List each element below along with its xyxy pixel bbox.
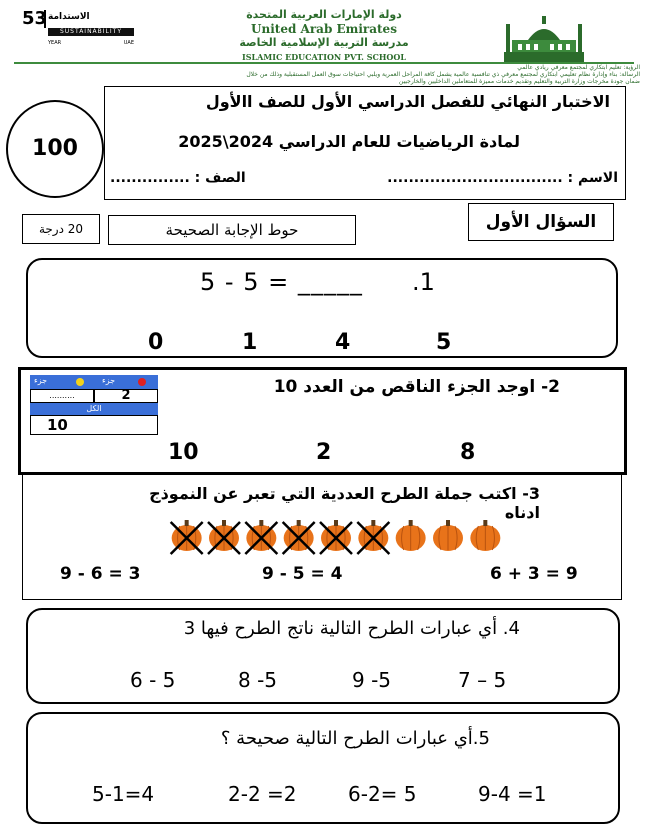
school-name-ar-country: دولة الإمارات العربية المتحدة bbox=[246, 8, 402, 21]
q3-option[interactable]: 9 - 5 = 4 bbox=[262, 564, 343, 584]
student-class-field[interactable]: الصف : ............... bbox=[110, 170, 246, 186]
student-name-field[interactable]: الاسم : ................................. bbox=[387, 170, 618, 186]
vision-line-2: الرسالة: بناء وإدارة نظام تعليمي ابتكاري لمجتمع معرفي ذي تنافسية عالمية يشمل كافة المراحل العمرية ويلبي احتياجات سوق العمل المستقبلية وذلك من خلال bbox=[246, 71, 640, 78]
q2-option[interactable]: 8 bbox=[460, 440, 476, 465]
pumpkin-model bbox=[168, 514, 504, 556]
whole-label: الكل bbox=[30, 403, 158, 415]
q3-option[interactable]: 6 + 3 = 9 bbox=[490, 564, 578, 584]
vision-line-3: ضمان جودة مخرجات وزارة التربية والتعليم وتقديم خدمات مميزة للمتعاملين الداخليين والخارجيين bbox=[398, 78, 640, 85]
logo-number: 53 bbox=[22, 8, 48, 29]
crossed-pumpkin-icon bbox=[245, 520, 277, 554]
mosque-logo-icon bbox=[498, 14, 590, 64]
part-label-a: جزء bbox=[34, 376, 48, 385]
q5-option[interactable]: 6-2= 5 bbox=[348, 782, 417, 806]
q1-option[interactable]: 0 bbox=[148, 330, 164, 355]
q1-option[interactable]: 5 bbox=[436, 330, 452, 355]
question-3-text: 3- اكتب جملة الطرح العددية التي تعبر عن النموذج ادناه bbox=[149, 484, 540, 522]
question-2-text: 2- اوجد الجزء الناقص من العدد 10 bbox=[273, 377, 560, 397]
logo-small-text bbox=[48, 40, 134, 46]
question-4-text: 4. أي عبارات الطرح التالية ناتج الطرح فيها 3 bbox=[183, 618, 520, 639]
whole-cell: 10 bbox=[30, 415, 158, 435]
q2-option[interactable]: 10 bbox=[168, 440, 199, 465]
logo-bar: SUSTAINABILITY bbox=[48, 28, 134, 36]
part-whole-model bbox=[30, 375, 158, 435]
q4-option[interactable]: 9 -5 bbox=[352, 668, 392, 692]
red-dot-icon bbox=[138, 378, 146, 386]
question-5-text: 5.أي عبارات الطرح التالية صحيحة ؟ bbox=[220, 728, 490, 749]
school-name-en: ISLAMIC EDUCATION PVT. SCHOOL bbox=[242, 52, 406, 62]
pumpkin-icon bbox=[396, 520, 426, 551]
q1-option[interactable]: 4 bbox=[335, 330, 351, 355]
exam-title: الاختبار النهائي للفصل الدراسي الأول للصف االأول bbox=[205, 92, 610, 111]
pumpkin-icon bbox=[433, 520, 463, 551]
part-labels-bar bbox=[30, 375, 158, 389]
q5-option[interactable]: 2-2 =2 bbox=[228, 782, 297, 806]
logo-small-right: UAE bbox=[123, 40, 134, 46]
exam-subject-year: لمادة الرياضيات للعام الدراسي 2024\2025 bbox=[178, 132, 520, 151]
crossed-pumpkin-icon bbox=[320, 520, 352, 554]
q4-option[interactable]: 8 -5 bbox=[238, 668, 278, 692]
school-name-ar: مدرسة التربية الإسلامية الخاصة bbox=[239, 36, 409, 49]
q1-option[interactable]: 1 bbox=[242, 330, 258, 355]
q2-option[interactable]: 2 bbox=[316, 440, 332, 465]
q5-option[interactable]: 9-4 =1 bbox=[478, 782, 547, 806]
pumpkin-icon bbox=[470, 520, 500, 551]
part-label-b: جزء bbox=[102, 376, 116, 385]
unknown-part-cell: .......... bbox=[30, 389, 94, 403]
question-1-equation: 5 - 5 = _____ bbox=[200, 268, 363, 296]
crossed-pumpkin-icon bbox=[357, 520, 389, 554]
vision-mission-text bbox=[8, 64, 640, 86]
question-heading: السؤال الأول bbox=[468, 203, 614, 241]
school-name-en-country: United Arab Emirates bbox=[251, 22, 397, 36]
crossed-pumpkin-icon bbox=[171, 520, 203, 554]
crossed-pumpkin-icon bbox=[208, 520, 240, 554]
instruction: حوط الإجابة الصحيحة bbox=[108, 215, 356, 245]
vision-line-1: الرؤية: تعليم ابتكاري لمجتمع معرفي ريادي عالمي bbox=[517, 64, 640, 71]
total-score: 100 bbox=[32, 136, 78, 161]
logo-word: الاستدامة bbox=[48, 12, 90, 22]
yellow-dot-icon bbox=[76, 378, 84, 386]
question-1-number: .1 bbox=[412, 268, 435, 296]
q4-option[interactable]: 7 – 5 bbox=[458, 668, 507, 692]
marks-badge: 20 درجة bbox=[22, 214, 100, 244]
q3-option[interactable]: 9 - 6 = 3 bbox=[60, 564, 141, 584]
logo-small-left: YEAR bbox=[48, 40, 62, 46]
q4-option[interactable]: 6 - 5 bbox=[130, 668, 176, 692]
crossed-pumpkin-icon bbox=[283, 520, 315, 554]
student-info-row bbox=[110, 170, 618, 186]
q5-option[interactable]: 5-1=4 bbox=[92, 782, 155, 806]
known-part-cell: 2 bbox=[94, 389, 158, 403]
